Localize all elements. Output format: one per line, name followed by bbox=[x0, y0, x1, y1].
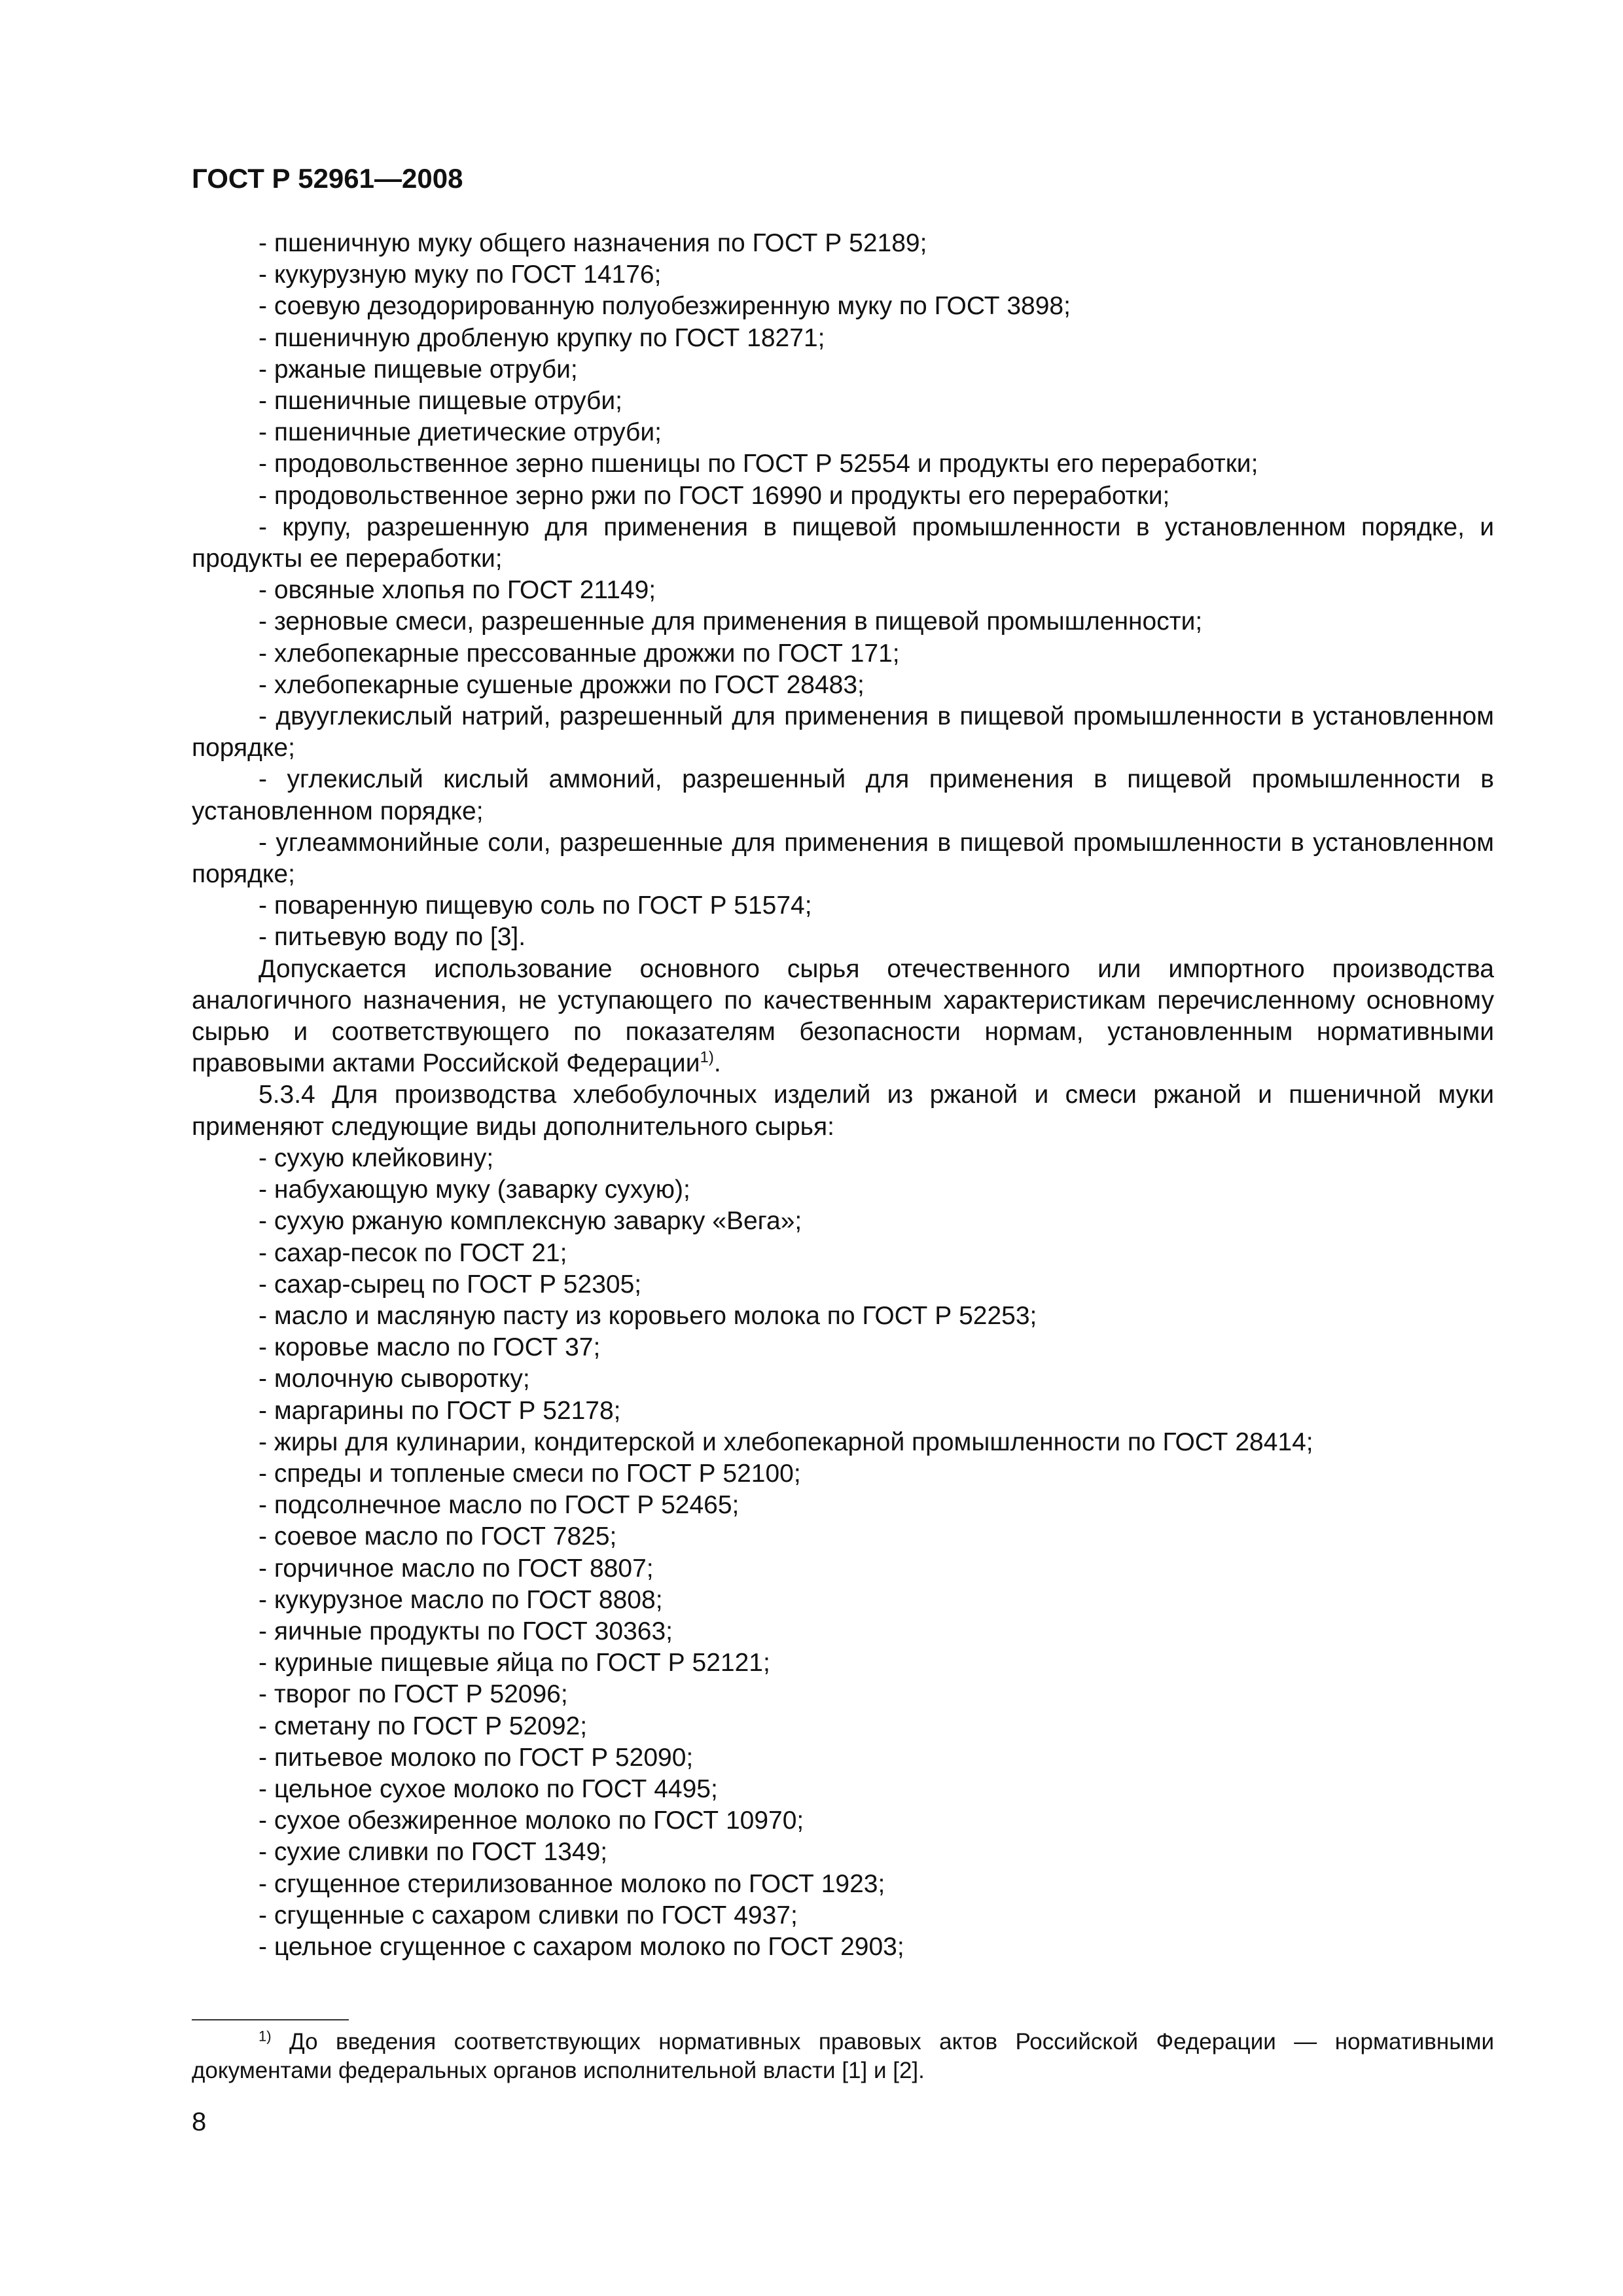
paragraph bbox=[192, 764, 1494, 827]
paragraph bbox=[192, 512, 1494, 575]
paragraph-text: - жиры для кулинарии, кондитерской и хлебопекарной промышленности по ГОСТ 28414; bbox=[259, 1427, 1313, 1456]
paragraph-text: - соевую дезодорированную полуобезжиренную муку по ГОСТ 3898; bbox=[259, 292, 1071, 321]
list-item bbox=[192, 1238, 1494, 1269]
footnote-reference: 1) bbox=[700, 1049, 714, 1067]
paragraph-text: - набухающую муку (заварку сухую); bbox=[259, 1175, 690, 1204]
paragraph-text: - поваренную пищевую соль по ГОСТ Р 51574; bbox=[259, 891, 812, 920]
paragraph-text: - сухую ржаную комплексную заварку «Вега»; bbox=[259, 1207, 802, 1236]
paragraph-text: - ржаные пищевые отруби; bbox=[259, 355, 578, 384]
list-item bbox=[192, 1300, 1494, 1332]
list-item bbox=[192, 890, 1494, 922]
paragraph-text: - яичные продукты по ГОСТ 30363; bbox=[259, 1617, 673, 1645]
list-item bbox=[192, 575, 1494, 606]
list-item bbox=[192, 1647, 1494, 1679]
footnote-marker: 1) bbox=[259, 2028, 272, 2045]
list-item bbox=[192, 1490, 1494, 1521]
paragraph-text: - сухую клейковину; bbox=[259, 1143, 494, 1172]
list-item bbox=[192, 291, 1494, 322]
paragraph-text: - овсяные хлопья по ГОСТ 21149; bbox=[259, 576, 656, 605]
paragraph bbox=[192, 954, 1494, 1080]
list-item bbox=[192, 323, 1494, 354]
paragraph-text: - сахар-сырец по ГОСТ Р 52305; bbox=[259, 1270, 642, 1299]
paragraph-text: - куриные пищевые яйца по ГОСТ Р 52121; bbox=[259, 1649, 770, 1677]
list-item bbox=[192, 1395, 1494, 1427]
paragraph-text: - продовольственное зерно пшеницы по ГОСТ Р 52554 и продукты его переработки; bbox=[259, 450, 1258, 478]
list-item bbox=[192, 1553, 1494, 1585]
list-item bbox=[192, 1427, 1494, 1458]
list-item bbox=[192, 1711, 1494, 1742]
list-item bbox=[192, 1206, 1494, 1237]
list-item bbox=[192, 1269, 1494, 1300]
paragraph-text: - горчичное масло по ГОСТ 8807; bbox=[259, 1554, 654, 1583]
paragraph-text: - сгущенные с сахаром сливки по ГОСТ 4937; bbox=[259, 1901, 798, 1929]
paragraph-text: - пшеничные диетические отруби; bbox=[259, 418, 662, 447]
paragraph-text: - пшеничные пищевые отруби; bbox=[259, 387, 623, 416]
paragraph bbox=[192, 1079, 1494, 1142]
paragraph-text: - питьевую воду по [3]. bbox=[259, 923, 526, 952]
list-item bbox=[192, 1585, 1494, 1616]
list-item bbox=[192, 228, 1494, 259]
paragraph-text: - сахар-песок по ГОСТ 21; bbox=[259, 1238, 567, 1267]
list-item bbox=[192, 922, 1494, 953]
list-item bbox=[192, 1679, 1494, 1710]
paragraph-text: Допускается использование основного сырья отечественного или импортного производства аналогичного назначения, не уступающего по качественным характеристикам перечисленному основному сырью и соответствующего по показателям безопасности нормам, установленным нормативными правовыми актами Российской Федерации bbox=[192, 954, 1494, 1078]
paragraph-text: - сметану по ГОСТ Р 52092; bbox=[259, 1712, 588, 1740]
paragraph-text: - сухое обезжиренное молоко по ГОСТ 10970; bbox=[259, 1806, 804, 1835]
paragraph-text: - углекислый кислый аммоний, разрешенный для применения в пищевой промышленности в установленном порядке; bbox=[192, 765, 1494, 825]
paragraph-text: - питьевое молоко по ГОСТ Р 52090; bbox=[259, 1743, 694, 1772]
list-item bbox=[192, 1458, 1494, 1490]
paragraph-text: - маргарины по ГОСТ Р 52178; bbox=[259, 1396, 621, 1425]
list-item bbox=[192, 259, 1494, 291]
paragraph-text: - сухие сливки по ГОСТ 1349; bbox=[259, 1838, 608, 1867]
paragraph-text: - углеаммонийные соли, разрешенные для применения в пищевой промышленности в установленном порядке; bbox=[192, 828, 1494, 889]
document-code-header: ГОСТ Р 52961—2008 bbox=[192, 163, 463, 194]
footnote bbox=[192, 2028, 1494, 2085]
paragraph-text: - зерновые смеси, разрешенные для применения в пищевой промышленности; bbox=[259, 607, 1203, 636]
paragraph-text: - цельное сгущенное с сахаром молоко по ГОСТ 2903; bbox=[259, 1932, 904, 1961]
paragraph-text: - крупу, разрешенную для применения в пищевой промышленности в установленном порядке, и продукты ее переработки; bbox=[192, 512, 1494, 573]
list-item bbox=[192, 1742, 1494, 1774]
list-item bbox=[192, 1363, 1494, 1395]
paragraph-text: - подсолнечное масло по ГОСТ Р 52465; bbox=[259, 1491, 740, 1520]
list-item bbox=[192, 1332, 1494, 1363]
list-item bbox=[192, 1521, 1494, 1552]
footnote-text: До введения соответствующих нормативных правовых актов Российской Федерации — нормативными документами федеральных органов исполнительной власти [1] и [2]. bbox=[192, 2029, 1494, 2083]
list-item bbox=[192, 386, 1494, 417]
footnote-separator bbox=[192, 2019, 349, 2020]
paragraph-text: - кукурузную муку по ГОСТ 14176; bbox=[259, 260, 662, 289]
paragraph-text-end: . bbox=[713, 1049, 721, 1078]
paragraph-text: - сгущенное стерилизованное молоко по ГОСТ 1923; bbox=[259, 1869, 885, 1898]
list-item bbox=[192, 480, 1494, 512]
list-item bbox=[192, 1900, 1494, 1931]
paragraph-text: - пшеничную дробленую крупку по ГОСТ 18271; bbox=[259, 323, 825, 352]
paragraph bbox=[192, 701, 1494, 764]
paragraph-text: 5.3.4 Для производства хлебобулочных изделий из ржаной и смеси ржаной и пшеничной муки применяют следующие виды дополнительного сырья: bbox=[192, 1081, 1494, 1141]
paragraph-text: - продовольственное зерно ржи по ГОСТ 16990 и продукты его переработки; bbox=[259, 481, 1170, 510]
paragraph-text: - двууглекислый натрий, разрешенный для применения в пищевой промышленности в установленном порядке; bbox=[192, 702, 1494, 762]
paragraph-text: - молочную сыворотку; bbox=[259, 1365, 530, 1393]
list-item bbox=[192, 1616, 1494, 1647]
list-item bbox=[192, 1805, 1494, 1837]
list-item bbox=[192, 606, 1494, 637]
paragraph-text: - масло и масляную пасту из коровьего молока по ГОСТ Р 52253; bbox=[259, 1301, 1037, 1330]
paragraph-text: - цельное сухое молоко по ГОСТ 4495; bbox=[259, 1774, 718, 1803]
paragraph-text: - пшеничную муку общего назначения по ГОСТ Р 52189; bbox=[259, 229, 927, 257]
paragraph-text: - кукурузное масло по ГОСТ 8808; bbox=[259, 1585, 663, 1614]
list-item bbox=[192, 1143, 1494, 1174]
list-item bbox=[192, 417, 1494, 448]
list-item bbox=[192, 638, 1494, 670]
paragraph-text: - спреды и топленые смеси по ГОСТ Р 52100; bbox=[259, 1459, 801, 1488]
paragraph-text: - хлебопекарные прессованные дрожжи по ГОСТ 171; bbox=[259, 639, 900, 668]
paragraph-text: - творог по ГОСТ Р 52096; bbox=[259, 1680, 568, 1709]
document-body bbox=[192, 228, 1494, 1963]
list-item bbox=[192, 1774, 1494, 1805]
paragraph-text: - хлебопекарные сушеные дрожжи по ГОСТ 28483; bbox=[259, 670, 865, 699]
paragraph bbox=[192, 827, 1494, 890]
list-item bbox=[192, 1174, 1494, 1206]
list-item bbox=[192, 670, 1494, 701]
list-item bbox=[192, 448, 1494, 480]
list-item bbox=[192, 1837, 1494, 1868]
page-number: 8 bbox=[192, 2108, 207, 2136]
paragraph-text: - соевое масло по ГОСТ 7825; bbox=[259, 1522, 617, 1551]
list-item bbox=[192, 1931, 1494, 1963]
list-item bbox=[192, 354, 1494, 386]
list-item bbox=[192, 1869, 1494, 1900]
paragraph-text: - коровье масло по ГОСТ 37; bbox=[259, 1333, 601, 1362]
